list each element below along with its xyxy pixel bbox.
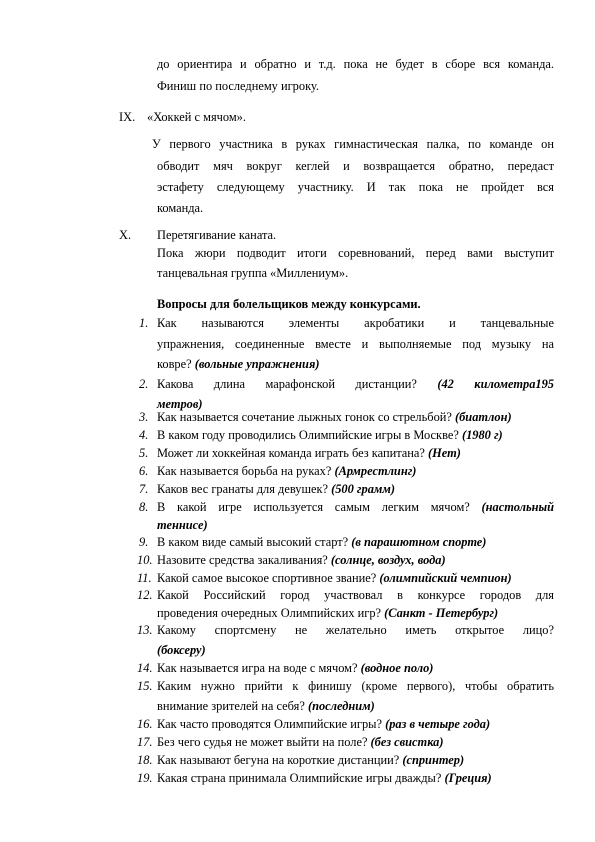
section-9-line-1: У первого участника в руках гимнастическая палка, по команде он	[152, 137, 554, 151]
question-line	[157, 717, 490, 732]
question-number: 2.	[139, 377, 149, 391]
question-text: Какова длина марафонской дистанции?	[157, 377, 438, 391]
question-text: Какая страна принимала Олимпийские игры дважды?	[157, 771, 445, 785]
intro-line-2: Финиш по последнему игроку.	[157, 79, 319, 93]
question-answer: (солнце, воздух, вода)	[330, 553, 446, 567]
section-9-line-3: эстафету следующему участнику. И так пока не пройдет вся	[157, 180, 554, 194]
question-answer: (олимпийский чемпион)	[379, 571, 512, 585]
question-line	[157, 500, 554, 515]
section-9-line-4: команда.	[157, 201, 204, 215]
question-line	[157, 446, 461, 461]
question-number: 13.	[137, 623, 153, 637]
section-9-numeral: IX.	[119, 110, 136, 124]
question-line	[157, 464, 416, 479]
question-number: 16.	[137, 717, 153, 731]
section-10-line-1: Пока жюри подводит итоги соревнований, перед вами выступит	[157, 246, 554, 260]
question-text: Каким нужно прийти к финишу (кроме первого), чтобы обратить	[157, 679, 554, 693]
question-answer: (Нет)	[428, 446, 461, 460]
question-answer: (водное поло)	[360, 661, 434, 675]
question-answer: метров)	[157, 397, 203, 411]
question-answer: (в парашютном спорте)	[351, 535, 487, 549]
question-line	[157, 623, 554, 638]
section-10-title: Перетягивание каната.	[157, 228, 277, 242]
question-line	[157, 643, 206, 658]
question-text: Может ли хоккейная команда играть без капитана?	[157, 446, 429, 460]
question-number: 15.	[137, 679, 153, 693]
question-answer: (Санкт - Петербург)	[384, 606, 499, 620]
question-line	[157, 482, 395, 497]
question-line	[157, 606, 498, 621]
question-answer: (вольные упражнения)	[194, 357, 320, 371]
question-text: ковре?	[157, 357, 195, 371]
question-number: 17.	[137, 735, 153, 749]
question-answer: (500 грамм)	[331, 482, 395, 496]
question-text: Какому спортсмену не желательно иметь открытое лицо?	[157, 623, 554, 637]
question-line	[157, 571, 512, 586]
question-answer: (настольный	[481, 500, 554, 514]
question-text: Как называется игра на воде с мячом?	[157, 661, 361, 675]
question-line	[157, 753, 464, 768]
question-text: Каков вес гранаты для девушек?	[157, 482, 332, 496]
question-line	[157, 518, 208, 533]
question-text: внимание зрителей на себя?	[157, 699, 308, 713]
question-line	[157, 337, 554, 352]
question-text: Назовите средства закаливания?	[157, 553, 331, 567]
question-number: 9.	[139, 535, 149, 549]
question-line	[157, 410, 512, 425]
section-9-line-2: обводит мяч вокруг кеглей и возвращается обратно, передаст	[157, 159, 554, 173]
question-answer: (спринтер)	[402, 753, 465, 767]
question-text: Как называется борьба на руках?	[157, 464, 335, 478]
question-number: 8.	[139, 500, 149, 514]
question-line	[157, 679, 554, 694]
question-line	[157, 316, 554, 331]
question-number: 11.	[137, 571, 152, 585]
question-number: 6.	[139, 464, 149, 478]
question-answer: (боксеру)	[157, 643, 206, 657]
question-answer: (Греция)	[444, 771, 492, 785]
question-line	[157, 588, 554, 603]
question-line	[157, 377, 554, 392]
question-number: 10.	[137, 553, 153, 567]
question-number: 5.	[139, 446, 149, 460]
question-text: В каком виде самый высокий старт?	[157, 535, 352, 549]
question-number: 1.	[139, 316, 149, 330]
question-answer: (без свистка)	[370, 735, 444, 749]
question-line	[157, 553, 446, 568]
question-number: 4.	[139, 428, 149, 442]
question-answer: (биатлон)	[455, 410, 512, 424]
question-line	[157, 661, 433, 676]
intro-line-1: до ориентира и обратно и т.д. пока не будет в сборе вся команда.	[157, 57, 554, 71]
question-text: Без чего судья не может выйти на поле?	[157, 735, 371, 749]
question-text: Как называются элементы акробатики и танцевальные	[157, 316, 554, 330]
question-line	[157, 535, 486, 550]
question-text: В каком году проводились Олимпийские игры в Москве?	[157, 428, 462, 442]
question-number: 12.	[137, 588, 153, 602]
question-number: 7.	[139, 482, 149, 496]
question-line	[157, 428, 503, 443]
question-answer: теннисе)	[157, 518, 208, 532]
questions-heading: Вопросы для болельщиков между конкурсами.	[157, 297, 421, 311]
section-10-line-2: танцевальная группа «Миллениум».	[157, 266, 349, 280]
question-text: Какой самое высокое спортивное звание?	[157, 571, 380, 585]
question-number: 3.	[139, 410, 149, 424]
question-answer: (Армрестлинг)	[334, 464, 417, 478]
question-line	[157, 735, 443, 750]
question-answer: (42 километра195	[437, 377, 554, 391]
question-line	[157, 771, 492, 786]
question-text: Как называется сочетание лыжных гонок со стрельбой?	[157, 410, 455, 424]
question-text: проведения очередных Олимпийских игр?	[157, 606, 385, 620]
question-text: Как часто проводятся Олимпийские игры?	[157, 717, 386, 731]
question-text: Какой Российский город участвовал в конкурсе городов для	[157, 588, 554, 602]
question-text: Как называют бегуна на короткие дистанции?	[157, 753, 403, 767]
section-9-title: «Хоккей с мячом».	[147, 110, 246, 124]
question-text: В какой игре используется самым легким мячом?	[157, 500, 482, 514]
question-text: упражнения, соединенные вместе и выполняемые под музыку на	[157, 337, 554, 351]
question-number: 14.	[137, 661, 153, 675]
question-number: 19.	[137, 771, 153, 785]
question-answer: (последним)	[307, 699, 375, 713]
question-answer: (1980 г)	[461, 428, 503, 442]
section-10-numeral: X.	[119, 228, 132, 242]
question-answer: (раз в четыре года)	[385, 717, 491, 731]
question-number: 18.	[137, 753, 153, 767]
question-line	[157, 699, 375, 714]
question-line	[157, 357, 319, 372]
